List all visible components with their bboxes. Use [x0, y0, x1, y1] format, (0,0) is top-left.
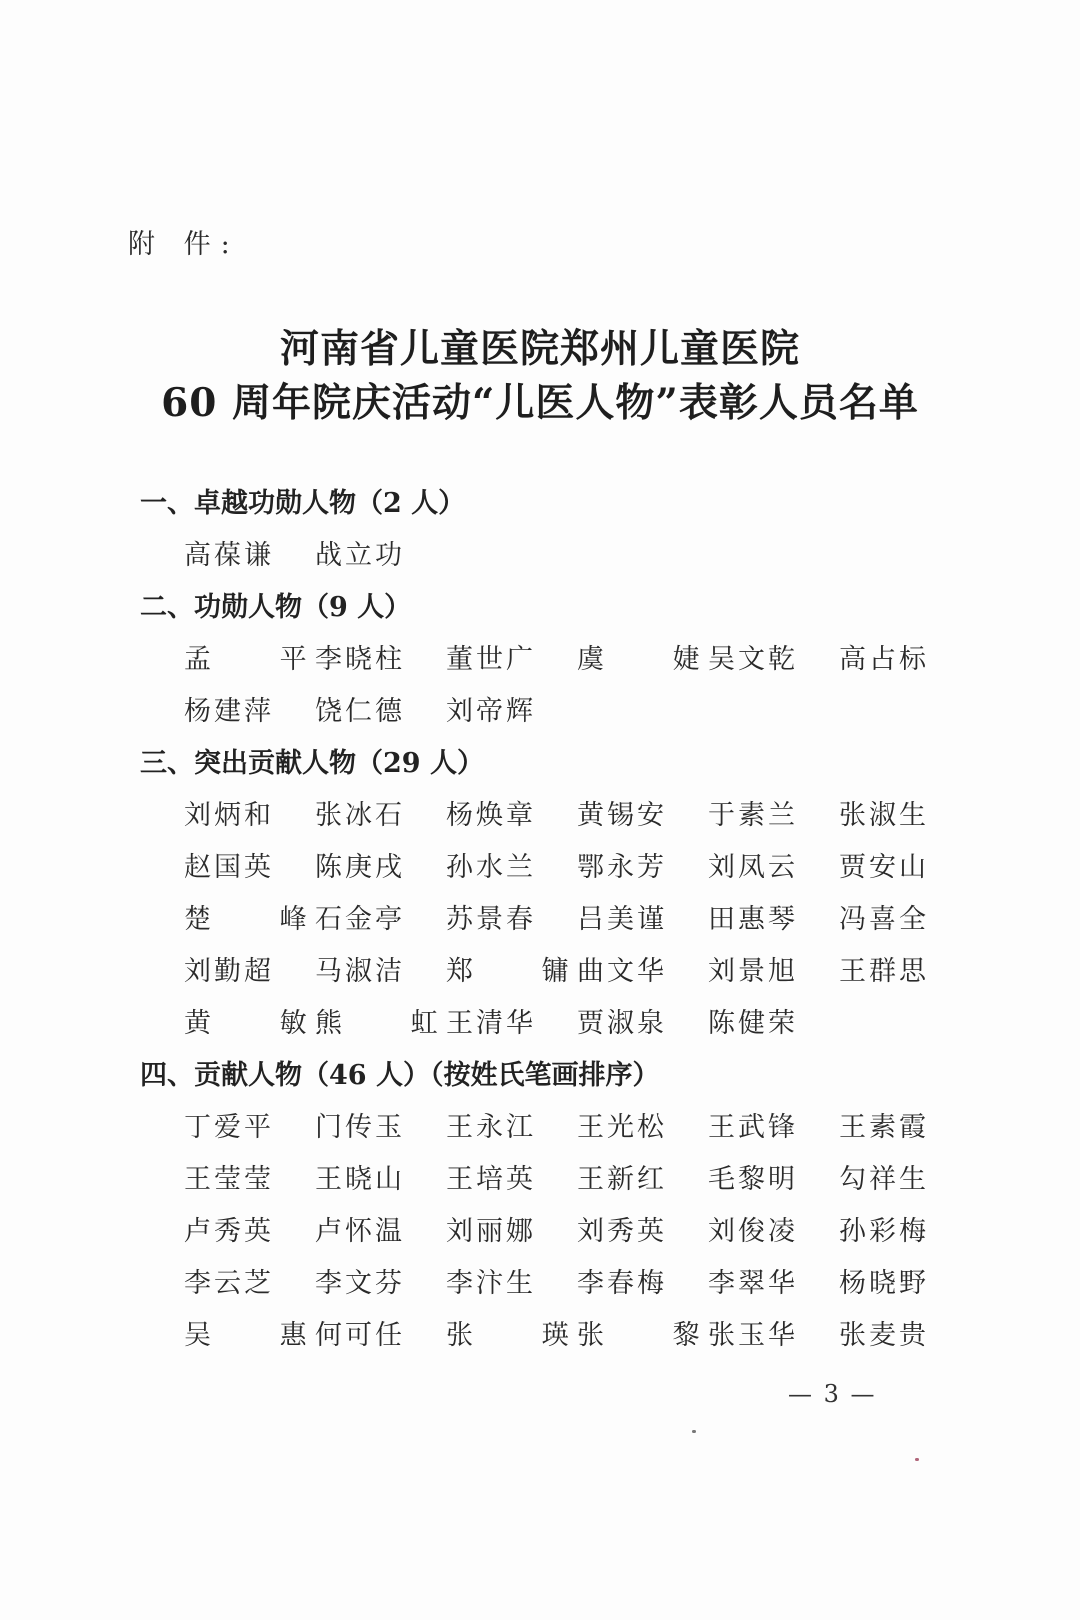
honoree-name: 黄锡安: [577, 800, 667, 831]
honoree-name: 王武锋: [708, 1112, 798, 1143]
honoree-name: 张玉华: [708, 1320, 798, 1351]
section-contribution: [140, 1050, 960, 1362]
honoree-name: 鄂永芳: [577, 852, 667, 883]
honoree-name: 孙水兰: [446, 852, 536, 883]
honoree-name: 陈庚戌: [315, 852, 405, 883]
section-outstanding-merit: [140, 478, 960, 582]
honoree-name: 张麦贵: [839, 1320, 929, 1351]
honoree-name: 冯喜全: [839, 904, 929, 935]
honoree-name: 李晓柱: [315, 644, 405, 675]
honoree-name: 王清华: [446, 1008, 536, 1039]
name-grid: [140, 1102, 960, 1362]
honoree-name: 李春梅: [577, 1268, 667, 1299]
honoree-name: 张淑生: [839, 800, 929, 831]
honoree-name: 刘俊凌: [708, 1216, 798, 1247]
honoree-name: 张冰石: [315, 800, 405, 831]
honoree-name: 刘勤超: [184, 956, 274, 987]
section-merit: [140, 582, 960, 738]
honoree-name: 门传玉: [315, 1112, 405, 1143]
honoree-name: 孙彩梅: [839, 1216, 929, 1247]
honoree-name: 王永江: [446, 1112, 536, 1143]
honoree-name: 毛黎明: [708, 1164, 798, 1195]
honoree-name: 刘丽娜: [446, 1216, 536, 1247]
honoree-name: 吕美谨: [577, 904, 667, 935]
scan-speck: [915, 1458, 919, 1461]
document-title-line-2: 60 周年院庆活动“儿医人物”表彰人员名单: [161, 380, 919, 426]
honoree-name: 杨焕章: [446, 800, 536, 831]
honoree-name: 熊 虹: [315, 1008, 468, 1039]
honoree-name: 饶仁德: [315, 696, 405, 727]
honoree-name: 贾安山: [839, 852, 929, 883]
honoree-name: 杨建萍: [184, 696, 274, 727]
honoree-name: 马淑洁: [315, 956, 405, 987]
honoree-name: 董世广: [446, 644, 536, 675]
section-heading: 二、功勋人物（9 人）: [140, 592, 412, 623]
honoree-name: 楚 峰: [184, 904, 337, 935]
scan-speck: [692, 1430, 696, 1433]
honoree-name: 王群思: [839, 956, 929, 987]
page-number: — 3 —: [788, 1380, 877, 1408]
honoree-name: 吴 惠: [184, 1320, 337, 1351]
honoree-name: 石金亭: [315, 904, 405, 935]
honoree-name: 高占标: [839, 644, 929, 675]
honoree-name: 何可任: [315, 1320, 405, 1351]
honoree-name: 王莹莹: [184, 1164, 274, 1195]
honoree-name: 卢怀温: [315, 1216, 405, 1247]
honoree-name: 刘炳和: [184, 800, 274, 831]
honoree-name: 张 瑛: [446, 1320, 599, 1351]
honoree-name: 虞 婕: [577, 644, 730, 675]
honoree-name: 黄 敏: [184, 1008, 337, 1039]
honoree-name: 吴文乾: [708, 644, 798, 675]
honoree-name: 田惠琴: [708, 904, 798, 935]
honoree-name: 李汴生: [446, 1268, 536, 1299]
honoree-name: 刘凤云: [708, 852, 798, 883]
honoree-name: 王素霞: [839, 1112, 929, 1143]
honoree-name: 孟 平: [184, 644, 337, 675]
honoree-name: 陈健荣: [708, 1008, 798, 1039]
honoree-name: 于素兰: [708, 800, 798, 831]
honoree-name: 李文芬: [315, 1268, 405, 1299]
honoree-name: 王光松: [577, 1112, 667, 1143]
honoree-name: 勾祥生: [839, 1164, 929, 1195]
section-heading: 三、突出贡献人物（29 人）: [140, 748, 484, 779]
honoree-name: 张 黎: [577, 1320, 730, 1351]
honoree-name: 刘景旭: [708, 956, 798, 987]
honoree-name: 杨晓野: [839, 1268, 929, 1299]
honoree-name: 郑 镛: [446, 956, 599, 987]
honoree-name: 王培英: [446, 1164, 536, 1195]
honoree-name: 贾淑泉: [577, 1008, 667, 1039]
honoree-name: 战立功: [315, 540, 405, 571]
honoree-name: 赵国英: [184, 852, 274, 883]
section-heading: 四、贡献人物（46 人）（按姓氏笔画排序）: [140, 1060, 660, 1091]
honoree-name: 王晓山: [315, 1164, 405, 1195]
section-heading: 一、卓越功勋人物（2 人）: [140, 488, 466, 519]
document-title-line-1: 河南省儿童医院郑州儿童医院: [279, 326, 800, 372]
honoree-sections: [140, 478, 960, 1362]
honoree-name: 刘帝辉: [446, 696, 536, 727]
honoree-name: 李云芝: [184, 1268, 274, 1299]
attachment-label: 附 件:: [128, 229, 240, 260]
honoree-name: 苏景春: [446, 904, 536, 935]
honoree-name: 刘秀英: [577, 1216, 667, 1247]
name-grid: [140, 530, 960, 582]
honoree-name: 王新红: [577, 1164, 667, 1195]
name-grid: [140, 634, 960, 738]
honoree-name: 曲文华: [577, 956, 667, 987]
honoree-name: 卢秀英: [184, 1216, 274, 1247]
section-outstanding-contribution: [140, 738, 960, 1050]
honoree-name: 高葆谦: [184, 540, 274, 571]
honoree-name: 丁爱平: [184, 1112, 274, 1143]
name-grid: [140, 790, 960, 1050]
honoree-name: 李翠华: [708, 1268, 798, 1299]
